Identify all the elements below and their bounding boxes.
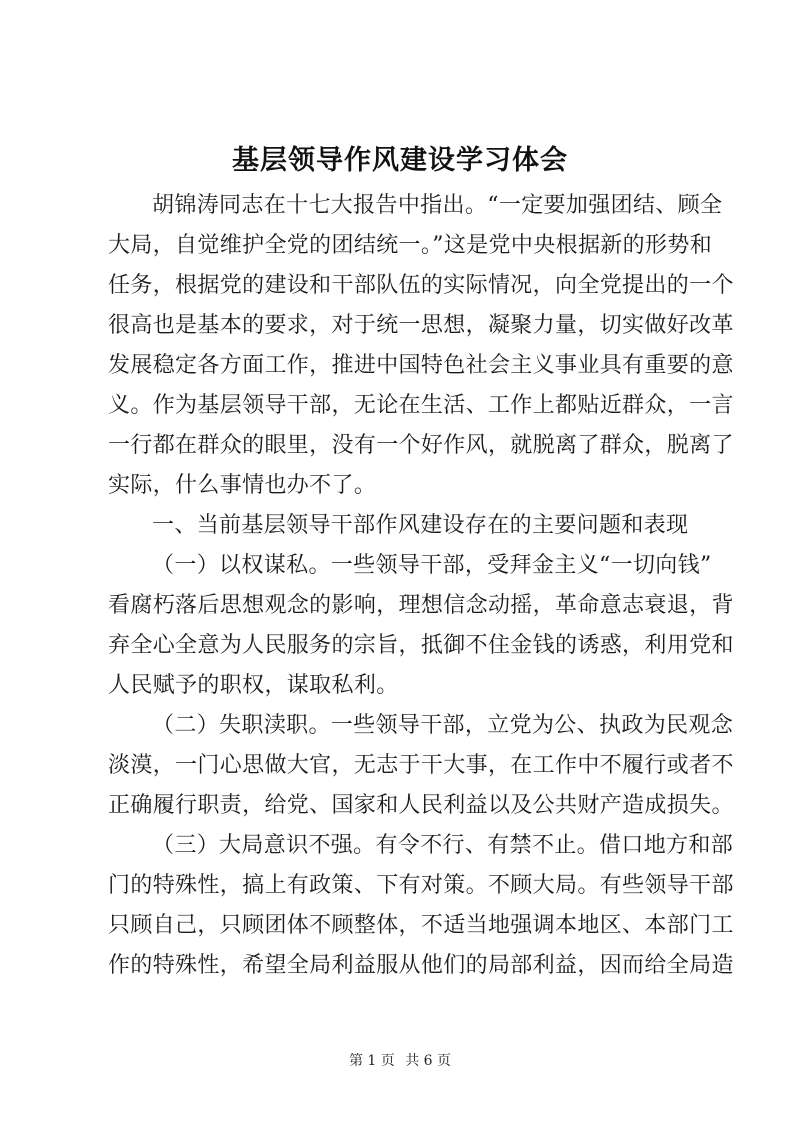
paragraph-line: 弃全心全意为人民服务的宗旨，抵御不住金钱的诱惑，利用党和 [108, 633, 734, 658]
paragraph-line: 人民赋予的职权，谋取私利。 [108, 673, 399, 698]
paragraph-line: 义。作为基层领导干部，无论在生活、工作上都贴近群众，一言 [108, 393, 734, 418]
paragraph-line: 大局，自觉维护全党的团结统一。”这是党中央根据新的形势和 [108, 233, 713, 258]
page-footer [0, 1050, 800, 1070]
paragraph-line: （三）大局意识不强。有令不行、有禁不止。借口地方和部 [152, 833, 734, 858]
paragraph-line: 胡锦涛同志在十七大报告中指出。“一定要加强团结、顾全 [152, 193, 723, 218]
page-total: 共 6 页 [405, 1053, 452, 1069]
page-number: 第 1 页 [348, 1053, 395, 1069]
paragraph-line: 正确履行职责，给党、国家和人民利益以及公共财产造成损失。 [108, 793, 734, 818]
paragraph-line: 淡漠，一门心思做大官，无志于干大事，在工作中不履行或者不 [108, 753, 734, 778]
paragraph-line: 一行都在群众的眼里，没有一个好作风，就脱离了群众，脱离了 [108, 433, 734, 458]
paragraph-line: （一）以权谋私。一些领导干部，受拜金主义“一切向钱” [152, 553, 712, 578]
section-heading: 一、当前基层领导干部作风建设存在的主要问题和表现 [152, 513, 689, 538]
paragraph-line: 只顾自己，只顾团体不顾整体，不适当地强调本地区、本部门工 [108, 913, 734, 938]
document-title: 基层领导作风建设学习体会 [232, 145, 568, 176]
paragraph-line: 很高也是基本的要求，对于统一思想，凝聚力量，切实做好改革 [108, 313, 734, 338]
paragraph-line: （二）失职渎职。一些领导干部，立党为公、执政为民观念 [152, 713, 734, 738]
paragraph-line: 任务，根据党的建设和干部队伍的实际情况，向全党提出的一个 [108, 273, 734, 298]
paragraph-line: 看腐朽落后思想观念的影响，理想信念动摇，革命意志衰退，背 [108, 593, 734, 618]
document-body [108, 186, 734, 986]
paragraph-line: 发展稳定各方面工作，推进中国特色社会主义事业具有重要的意 [108, 353, 734, 378]
paragraph-line: 作的特殊性，希望全局利益服从他们的局部利益，因而给全局造 [108, 953, 734, 978]
paragraph-line: 门的特殊性，搞上有政策、下有对策。不顾大局。有些领导干部 [108, 873, 734, 898]
paragraph-line: 实际，什么事情也办不了。 [108, 473, 377, 498]
